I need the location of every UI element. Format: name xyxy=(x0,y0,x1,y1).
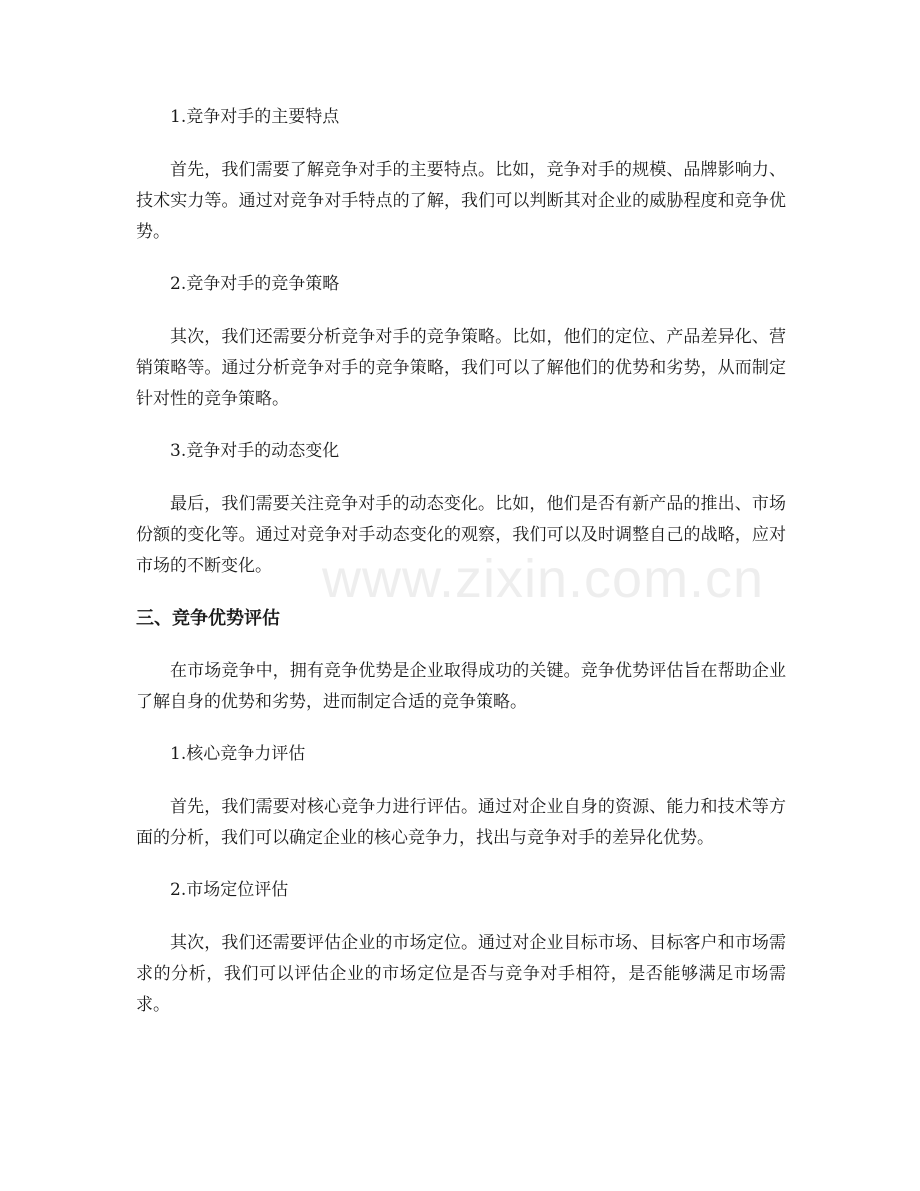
paragraph-advantage-intro: 在市场竞争中，拥有竞争优势是企业取得成功的关键。竞争优势评估旨在帮助企业了解自身的优势和劣势，进而制定合适的竞争策略。 xyxy=(136,661,786,712)
paragraph-competitor-traits: 首先，我们需要了解竞争对手的主要特点。比如，竞争对手的规模、品牌影响力、技术实力等。通过对竞争对手特点的了解，我们可以判断其对企业的威胁程度和竞争优势。 xyxy=(136,160,786,242)
paragraph-competitor-strategy: 其次，我们还需要分析竞争对手的竞争策略。比如，他们的定位、产品差异化、营销策略等。通过分析竞争对手的竞争策略，我们可以了解他们的优势和劣势，从而制定针对性的竞争策略。 xyxy=(136,327,786,409)
document-body xyxy=(136,102,786,1021)
subheading-competitor-strategy: 2.竞争对手的竞争策略 xyxy=(170,274,340,294)
subheading-core-competence: 1.核心竞争力评估 xyxy=(170,744,306,764)
paragraph-core-competence: 首先，我们需要对核心竞争力进行评估。通过对企业自身的资源、能力和技术等方面的分析，我们可以确定企业的核心竞争力，找出与竞争对手的差异化优势。 xyxy=(136,797,786,848)
paragraph-competitor-dynamics: 最后，我们需要关注竞争对手的动态变化。比如，他们是否有新产品的推出、市场份额的变化等。通过对竞争对手动态变化的观察，我们可以及时调整自己的战略，应对市场的不断变化。 xyxy=(136,494,786,576)
paragraph-market-positioning: 其次，我们还需要评估企业的市场定位。通过对企业目标市场、目标客户和市场需求的分析，我们可以评估企业的市场定位是否与竞争对手相符，是否能够满足市场需求。 xyxy=(136,933,786,1015)
subheading-market-positioning: 2.市场定位评估 xyxy=(170,880,289,900)
subheading-competitor-traits: 1.竞争对手的主要特点 xyxy=(170,107,340,127)
subheading-competitor-dynamics: 3.竞争对手的动态变化 xyxy=(170,441,340,461)
section-heading-advantage-assessment: 三、竞争优势评估 xyxy=(136,608,280,629)
watermark-text: www.zixin.com.cn xyxy=(322,549,765,609)
